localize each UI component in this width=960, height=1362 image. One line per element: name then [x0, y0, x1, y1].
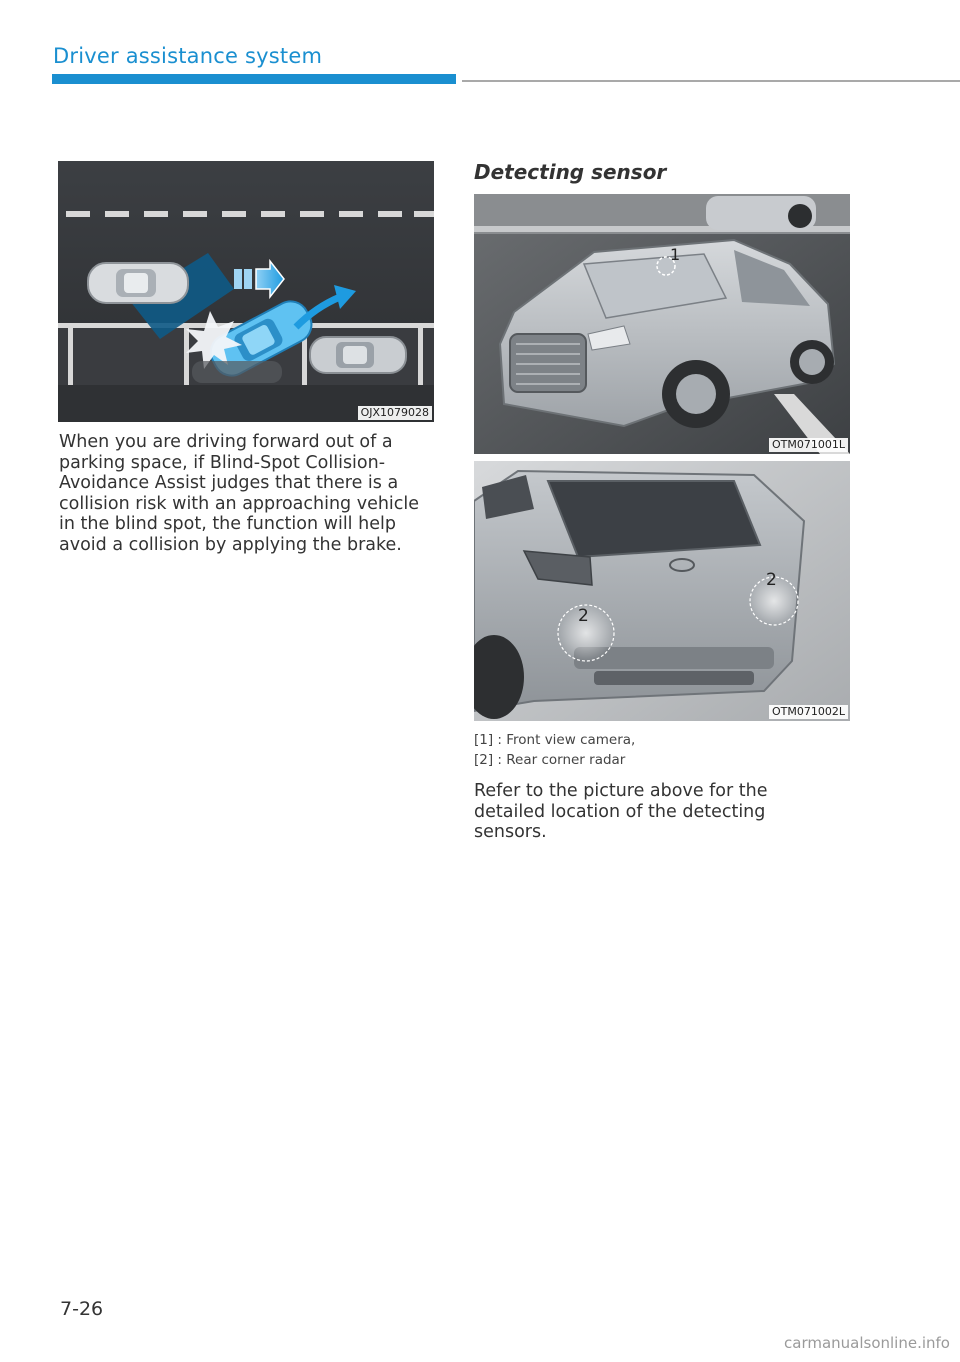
front-sensor-figure [474, 194, 850, 454]
watermark: carmanualsonline.info [784, 1334, 950, 1352]
header-divider [462, 80, 960, 82]
section-title: Driver assistance system [53, 44, 323, 68]
callout-1: 1 [670, 245, 681, 264]
front-suv-graphic [474, 194, 850, 454]
right-paragraph: Refer to the picture above for the detailed location of the detecting sensors. [474, 781, 768, 843]
detecting-sensor-heading: Detecting sensor [474, 160, 667, 184]
approaching-car [88, 263, 188, 303]
left-paragraph: When you are driving forward out of a parking space, if Blind-Spot Collision-Avoidance Assist judges that there is a collision risk with an approaching vehicle in the blind spot, the function will help avoid a collision by applying the brake. [59, 432, 420, 555]
figure-code: OTM071002L [769, 705, 848, 719]
rear-sensor-figure [474, 461, 850, 721]
page-number: 7-26 [60, 1298, 104, 1320]
parking-scene-graphic [58, 161, 434, 422]
parked-car [310, 337, 406, 373]
header-accent-bar [52, 74, 456, 84]
figure-code: OJX1079028 [358, 406, 432, 420]
figure-code: OTM071001L [769, 438, 848, 452]
parking-illustration [58, 161, 434, 422]
rear-suv-graphic [474, 461, 850, 721]
callout-2-left: 2 [578, 606, 589, 626]
legend-rear-radar: [2] : Rear corner radar [474, 752, 626, 768]
legend-front-camera: [1] : Front view camera, [474, 732, 636, 748]
callout-2-right: 2 [766, 570, 777, 590]
